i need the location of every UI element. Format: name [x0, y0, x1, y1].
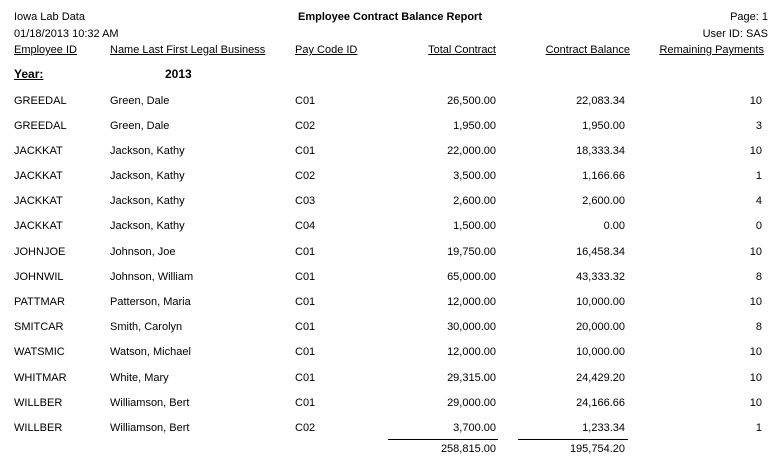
employee-name: Jackson, Kathy [110, 170, 185, 182]
total-contract: 29,315.00 [447, 372, 496, 384]
contract-balance: 24,166.66 [576, 397, 625, 409]
contract-balance-rule [518, 439, 628, 440]
table-row [0, 296, 780, 310]
total-contract: 22,000.00 [447, 145, 496, 157]
contract-balance: 1,166.66 [582, 170, 625, 182]
pay-code: C01 [295, 95, 316, 107]
table-row [0, 397, 780, 411]
employee-name: Watson, Michael [110, 346, 191, 358]
employee-name: Jackson, Kathy [110, 145, 185, 157]
pay-code: C01 [295, 372, 316, 384]
employee-name: Green, Dale [110, 120, 170, 132]
table-row [0, 271, 780, 285]
pay-code: C03 [295, 195, 316, 207]
employee-id: JACKKAT [14, 170, 63, 182]
pay-code: C01 [295, 271, 316, 283]
pay-code: C01 [295, 296, 316, 308]
remaining-payments: 1 [755, 422, 762, 434]
table-row [0, 95, 780, 109]
remaining-payments: 1 [755, 170, 762, 182]
group-value: 2013 [165, 67, 192, 81]
remaining-payments: 3 [755, 120, 762, 132]
employee-id: JOHNJOE [14, 246, 66, 258]
remaining-payments: 10 [749, 397, 762, 409]
pay-code: C01 [295, 321, 316, 333]
employee-id: SMITCAR [14, 321, 64, 333]
employee-id: WATSMIC [14, 346, 65, 358]
employee-name: Johnson, William [110, 271, 194, 283]
total-contract: 1,950.00 [453, 120, 496, 132]
table-row [0, 372, 780, 386]
remaining-payments: 10 [749, 246, 762, 258]
total-contract: 19,750.00 [447, 246, 496, 258]
col-employee-id: Employee ID [14, 44, 77, 56]
total-contract: 29,000.00 [447, 397, 496, 409]
total-contract: 12,000.00 [447, 296, 496, 308]
contract-balance: 0.00 [603, 220, 625, 232]
contract-balance: 20,000.00 [576, 321, 625, 333]
total-contract: 1,500.00 [453, 220, 496, 232]
total-contract: 12,000.00 [447, 346, 496, 358]
pay-code: C01 [295, 346, 316, 358]
report-datetime: 01/18/2013 10:32 AM [14, 28, 119, 40]
remaining-payments: 10 [749, 296, 762, 308]
employee-name: Johnson, Joe [110, 246, 176, 258]
col-total-contract: Total Contract [428, 44, 496, 56]
remaining-payments: 8 [755, 271, 762, 283]
employee-id: WILLBER [14, 422, 63, 434]
remaining-payments: 10 [749, 95, 762, 107]
total-contract: 3,500.00 [453, 170, 496, 182]
remaining-payments: 10 [749, 372, 762, 384]
total-contract: 65,000.00 [447, 271, 496, 283]
company-name: Iowa Lab Data [14, 11, 85, 23]
table-row [0, 422, 780, 436]
contract-balance: 2,600.00 [582, 195, 625, 207]
employee-id: PATTMAR [14, 296, 65, 308]
remaining-payments: 4 [755, 195, 762, 207]
employee-id: JACKKAT [14, 220, 63, 232]
contract-balance: 18,333.34 [576, 145, 625, 157]
group-label: Year: [14, 67, 44, 81]
total-contract-rule [388, 439, 498, 440]
employee-id: GREEDAL [14, 120, 67, 132]
employee-id: JOHNWIL [14, 271, 64, 283]
page-number: Page: 1 [730, 11, 768, 23]
employee-name: Williamson, Bert [110, 397, 190, 409]
contract-balance: 22,083.34 [576, 95, 625, 107]
contract-balance: 10,000.00 [576, 346, 625, 358]
col-pay-code: Pay Code ID [295, 44, 358, 56]
contract-balance: 43,333.32 [576, 271, 625, 283]
pay-code: C02 [295, 120, 316, 132]
table-row [0, 195, 780, 209]
table-row [0, 220, 780, 234]
col-name: Name Last First Legal Business [110, 44, 266, 56]
employee-name: Jackson, Kathy [110, 195, 185, 207]
total-contract: 3,700.00 [453, 422, 496, 434]
total-contract: 2,600.00 [453, 195, 496, 207]
contract-balance: 24,429.20 [576, 372, 625, 384]
employee-name: Jackson, Kathy [110, 220, 185, 232]
employee-id: GREEDAL [14, 95, 67, 107]
employee-id: JACKKAT [14, 195, 63, 207]
pay-code: C01 [295, 145, 316, 157]
contract-balance-sum: 195,754.20 [569, 443, 625, 455]
pay-code: C01 [295, 246, 316, 258]
total-contract: 26,500.00 [447, 95, 496, 107]
contract-balance: 16,458.34 [576, 246, 625, 258]
remaining-payments: 8 [755, 321, 762, 333]
employee-id: JACKKAT [14, 145, 63, 157]
table-row [0, 120, 780, 134]
table-row [0, 321, 780, 335]
contract-balance: 1,233.34 [582, 422, 625, 434]
remaining-payments: 10 [749, 346, 762, 358]
employee-name: White, Mary [110, 372, 169, 384]
col-remaining-payments: Remaining Payments [659, 44, 764, 56]
pay-code: C04 [295, 220, 316, 232]
pay-code: C01 [295, 397, 316, 409]
report-title: Employee Contract Balance Report [298, 11, 482, 23]
table-row [0, 170, 780, 184]
total-contract: 30,000.00 [447, 321, 496, 333]
col-contract-balance: Contract Balance [545, 44, 630, 56]
total-contract-sum: 258,815.00 [440, 443, 496, 455]
contract-balance: 10,000.00 [576, 296, 625, 308]
employee-name: Green, Dale [110, 95, 170, 107]
employee-id: WHITMAR [14, 372, 67, 384]
pay-code: C02 [295, 170, 316, 182]
employee-name: Patterson, Maria [110, 296, 191, 308]
remaining-payments: 10 [749, 145, 762, 157]
remaining-payments: 0 [755, 220, 762, 232]
contract-balance: 1,950.00 [582, 120, 625, 132]
user-id: User ID: SAS [702, 28, 768, 40]
employee-id: WILLBER [14, 397, 63, 409]
table-row [0, 346, 780, 360]
employee-name: Williamson, Bert [110, 422, 190, 434]
pay-code: C02 [295, 422, 316, 434]
table-row [0, 145, 780, 159]
employee-name: Smith, Carolyn [110, 321, 183, 333]
table-row [0, 246, 780, 260]
